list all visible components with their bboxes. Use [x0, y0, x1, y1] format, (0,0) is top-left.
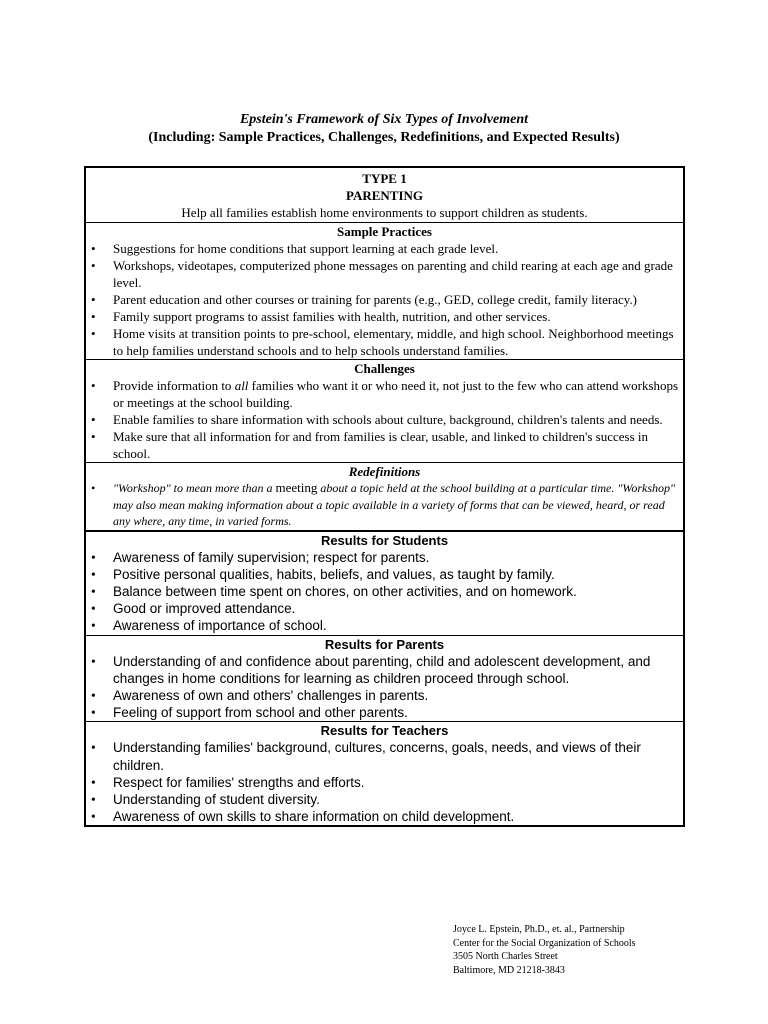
results-parents-heading: Results for Parents — [324, 636, 445, 652]
redefinition-part-1: "Workshop" to mean more than a — [113, 481, 276, 495]
list-item: • Family support programs to assist families with health, nutrition, and other services. — [86, 308, 683, 325]
list-item: • Enable families to share information with schools about culture, background, children's talents and needs. — [86, 411, 683, 428]
footer-line: 3505 North Charles Street — [453, 951, 558, 962]
footer-line: Center for the Social Organization of Schools — [453, 937, 636, 949]
footer-line: Joyce L. Epstein, Ph.D., et. al., Partnership — [453, 924, 625, 935]
sample-practices-section — [86, 222, 683, 359]
author-address — [453, 923, 636, 977]
results-students-list — [86, 549, 683, 635]
list-item: • Feeling of support from school and other parents. — [86, 704, 683, 721]
list-item: • Parent education and other courses or training for parents (e.g., GED, college credit, family literacy.) — [86, 291, 683, 308]
results-students-section — [86, 530, 683, 635]
results-teachers-section — [86, 721, 683, 825]
challenges-heading: Challenges — [354, 361, 415, 376]
redefinitions-section — [86, 462, 683, 530]
list-item: • Positive personal qualities, habits, beliefs, and values, as taught by family. — [86, 566, 683, 583]
list-item: • Balance between time spent on chores, on other activities, and on homework. — [86, 583, 683, 600]
sample-practices-list — [86, 240, 683, 359]
document-title — [0, 111, 768, 147]
list-item: • Suggestions for home conditions that support learning at each grade level. — [86, 240, 683, 257]
list-item: • Awareness of own skills to share information on child development. — [86, 808, 683, 825]
results-teachers-list — [86, 739, 683, 825]
challenge-text-start: Provide information to — [113, 378, 235, 393]
challenge-text-end: families who want it or who need it, not just to the few who can attend workshops or meetings at the school building. — [113, 378, 679, 410]
list-item: • Home visits at transition points to pre-school, elementary, middle, and high school. Neighborhood meetings to help families understand schools and to help schools understand families. — [86, 325, 683, 359]
list-item: • Make sure that all information for and from families is clear, usable, and linked to children's success in school. — [86, 428, 683, 462]
list-item: • Understanding of student diversity. — [86, 791, 683, 808]
challenges-list — [86, 377, 683, 462]
type-name: PARENTING — [345, 188, 424, 203]
list-item: • Awareness of importance of school. — [86, 617, 683, 634]
list-item: • Good or improved attendance. — [86, 600, 683, 617]
results-parents-list — [86, 653, 683, 722]
list-item: • Awareness of family supervision; respect for parents. — [86, 549, 683, 566]
framework-table — [84, 166, 685, 827]
results-students-heading: Results for Students — [320, 532, 449, 548]
redefinition-part-2: meeting — [275, 480, 318, 495]
list-item: • Understanding families' background, cultures, concerns, goals, needs, and views of their children. — [86, 739, 683, 773]
results-teachers-heading: Results for Teachers — [320, 723, 449, 739]
results-parents-section — [86, 635, 683, 722]
list-item — [86, 377, 683, 411]
sample-practices-heading: Sample Practices — [337, 224, 432, 239]
redefinition-part-3: about a topic held at the school building at a particular time. "Workshop" may also mean making information about a topic available in a variety of forms that can be viewed, heard, or read any where, any time, in varied forms. — [113, 481, 676, 528]
list-item: • Awareness of own and others' challenges in parents. — [86, 687, 683, 704]
type-label: TYPE 1 — [362, 171, 407, 186]
list-item: • Workshops, videotapes, computerized phone messages on parenting and child rearing at each age and grade level. — [86, 257, 683, 291]
list-item: • Understanding of and confidence about parenting, child and adolescent development, and changes in home conditions for learning as children proceed through school. — [86, 653, 683, 687]
title-line-2: (Including: Sample Practices, Challenges, Redefinitions, and Expected Results) — [148, 130, 620, 145]
footer-line: Baltimore, MD 21218-3843 — [453, 964, 565, 976]
list-item: • Respect for families' strengths and efforts. — [86, 774, 683, 791]
challenge-emphasis: all — [234, 378, 249, 393]
redefinitions-heading: Redefinitions — [348, 464, 421, 479]
title-line-1: Epstein's Framework of Six Types of Involvement — [239, 112, 529, 127]
challenges-section — [86, 359, 683, 462]
type-description: Help all families establish home environments to support children as students. — [181, 205, 588, 220]
type-header — [86, 168, 683, 222]
list-item — [86, 480, 683, 530]
redefinitions-list — [86, 480, 683, 530]
